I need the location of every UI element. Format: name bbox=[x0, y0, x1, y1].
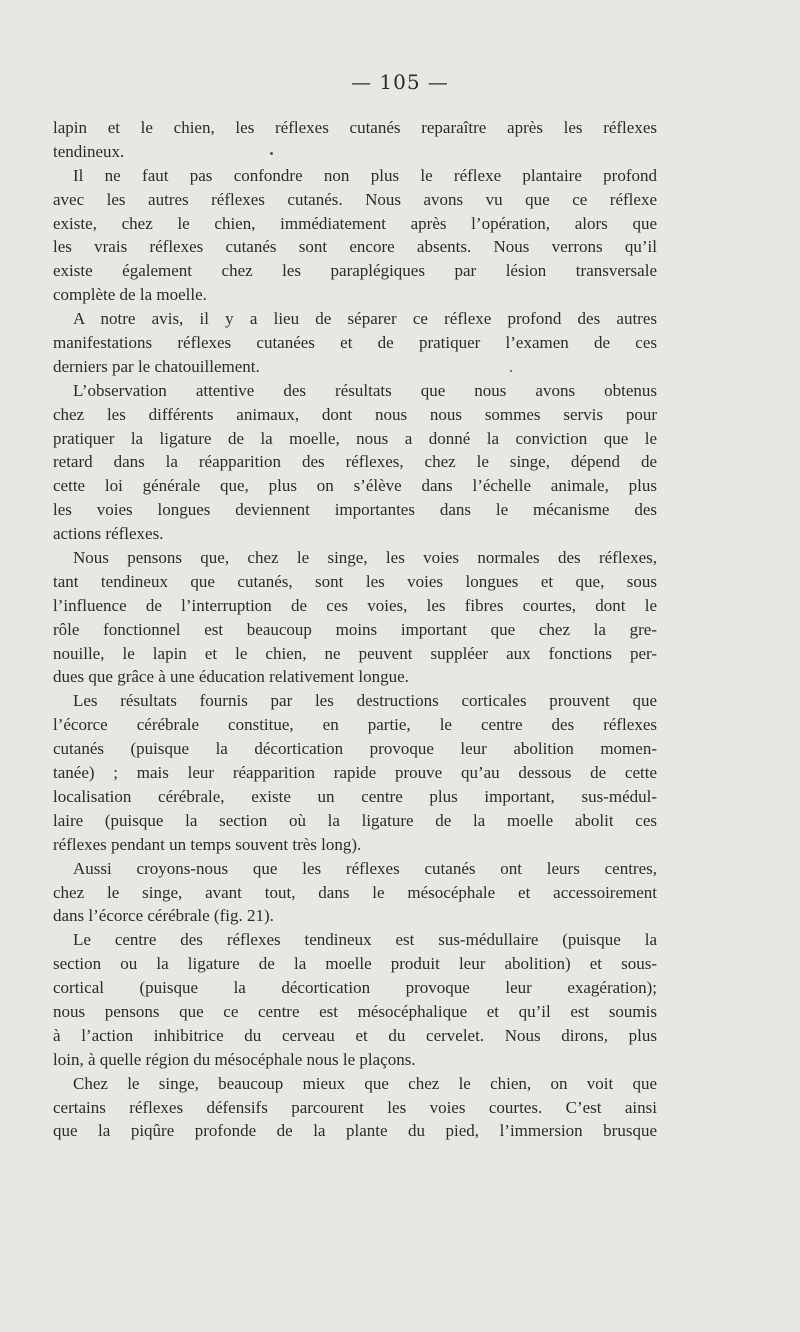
text-line: réflexes pendant un temps souvent très long). bbox=[53, 834, 362, 854]
text-line: pratiquer la ligature de la moelle, nous a donné la conviction que le bbox=[53, 428, 657, 448]
text-line: rôle fonctionnel est beaucoup moins important que chez la gre- bbox=[53, 619, 657, 639]
text-line: retard dans la réapparition des réflexes, chez le singe, dépend de bbox=[53, 452, 657, 472]
text-line: chez le singe, avant tout, dans le mésocéphale et accessoirement bbox=[53, 882, 657, 902]
text-line: Chez le singe, beaucoup mieux que chez le chien, on voit que bbox=[73, 1073, 657, 1093]
text-line: manifestations réflexes cutanées et de pratiquer l’examen de ces bbox=[53, 333, 657, 353]
text-line: cette loi générale que, plus on s’élève dans l’échelle animale, plus bbox=[53, 476, 657, 496]
text-line: Le centre des réflexes tendineux est sus-médullaire (puisque la bbox=[73, 930, 657, 950]
text-line: derniers par le chatouillement. bbox=[53, 356, 260, 376]
text-line: que la piqûre profonde de la plante du pied, l’immersion brusque bbox=[53, 1121, 657, 1141]
text-line: section ou la ligature de la moelle produit leur abolition) et sous- bbox=[53, 954, 657, 974]
text-line: complète de la moelle. bbox=[53, 285, 207, 305]
text-line: laire (puisque la section où la ligature de la moelle abolit ces bbox=[53, 810, 657, 830]
text-line: à l’action inhibitrice du cerveau et du cervelet. Nous dirons, plus bbox=[53, 1025, 657, 1045]
text-line: les vrais réflexes cutanés sont encore absents. Nous verrons qu’il bbox=[53, 237, 657, 257]
text-line: actions réflexes. bbox=[53, 524, 164, 544]
text-line: L’observation attentive des résultats que nous avons obtenus bbox=[73, 380, 657, 400]
text-line: nouille, le lapin et le chien, ne peuvent suppléer aux fonctions per- bbox=[53, 643, 657, 663]
text-line: tendineux. bbox=[53, 141, 125, 161]
body-text bbox=[53, 116, 657, 1143]
text-line: existe également chez les paraplégiques par lésion transversale bbox=[53, 261, 657, 281]
text-line: certains réflexes défensifs parcourent les voies courtes. C’est ainsi bbox=[53, 1097, 657, 1117]
text-line: avec les autres réflexes cutanés. Nous avons vu que ce réflexe bbox=[53, 189, 657, 209]
text-line: tanée) ; mais leur réapparition rapide prouve qu’au dessous de cette bbox=[53, 763, 657, 783]
text-line: cortical (puisque la décortication provoque leur exagération); bbox=[53, 978, 657, 998]
text-line: nous pensons que ce centre est mésocéphalique et qu’il est soumis bbox=[53, 1001, 657, 1021]
text-line: cutanés (puisque la décortication provoque leur abolition momen- bbox=[53, 739, 657, 759]
text-line: Les résultats fournis par les destructions corticales prouvent que bbox=[73, 691, 657, 711]
text-line: l’influence de l’interruption de ces voies, les fibres courtes, dont le bbox=[53, 595, 657, 615]
text-line: A notre avis, il y a lieu de séparer ce réflexe profond des autres bbox=[73, 309, 657, 329]
speck-mark bbox=[510, 370, 512, 372]
text-line: l’écorce cérébrale constitue, en partie, le centre des réflexes bbox=[53, 715, 657, 735]
text-line: Nous pensons que, chez le singe, les voies normales des réflexes, bbox=[73, 548, 657, 568]
text-line: dans l’écorce cérébrale (fig. 21). bbox=[53, 906, 274, 926]
text-line: localisation cérébrale, existe un centre plus important, sus-médul- bbox=[53, 786, 657, 806]
speck-mark bbox=[270, 152, 273, 155]
text-line: existe, chez le chien, immédiatement après l’opération, alors que bbox=[53, 213, 657, 233]
text-line: lapin et le chien, les réflexes cutanés reparaître après les réflexes bbox=[53, 118, 657, 137]
text-line: loin, à quelle région du mésocéphale nous le plaçons. bbox=[53, 1049, 416, 1069]
text-line: dues que grâce à une éducation relativement longue. bbox=[53, 667, 409, 687]
text-line: chez les différents animaux, dont nous nous sommes servis pour bbox=[53, 404, 657, 424]
text-line: tant tendineux que cutanés, sont les voies longues et que, sous bbox=[53, 571, 657, 591]
text-line: les voies longues deviennent importantes dans le mécanisme des bbox=[53, 500, 657, 520]
text-line: Aussi croyons-nous que les réflexes cutanés ont leurs centres, bbox=[73, 858, 657, 878]
page-number: — 105 — bbox=[351, 70, 449, 94]
text-line: Il ne faut pas confondre non plus le réflexe plantaire profond bbox=[73, 165, 657, 185]
